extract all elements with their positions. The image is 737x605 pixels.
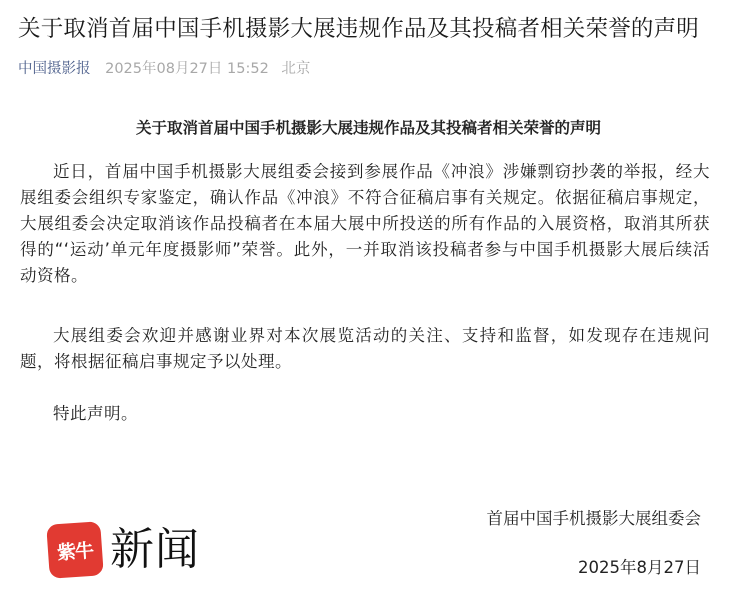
signature-date: 2025年8月27日 [578,558,701,577]
statement-title: 关于取消首届中国手机摄影大展违规作品及其投稿者相关荣誉的声明 [135,119,601,137]
logo-wordmark: 新闻 [110,524,200,575]
article-meta [18,58,310,80]
article-headline: 关于取消首届中国手机摄影大展违规作品及其投稿者相关荣誉的声明 [18,16,700,42]
ziniu-news-logo [48,523,200,577]
ziniu-badge-icon: 紫牛 [46,521,104,579]
article-source[interactable]: 中国摄影报 [18,61,91,77]
statement-closing: 特此声明。 [53,404,138,423]
statement-paragraph: 大展组委会欢迎并感谢业界对本次展览活动的关注、支持和监督，如发现存在违规问题，将根据征稿启事规定予以处理。 [20,326,710,371]
statement-paragraph: 近日，首届中国手机摄影大展组委会接到参展作品《冲浪》涉嫌剽窃抄袭的举报，经大展组委会组织专家鉴定，确认作品《冲浪》不符合征稿启事有关规定。依据征稿启事规定，大展组委会决定取消该作品投稿者在本届大展中所投送的所有作品的入展资格，取消其所获得的“‘运动’单元年度摄影师”荣誉。此外，一并取消该投稿者参与中国手机摄影大展后续活动资格。 [20,162,710,285]
article-datetime: 2025年08月27日 15:52 [105,61,269,77]
article-location: 北京 [281,61,311,77]
signature-organization: 首届中国手机摄影大展组委会 [486,509,701,528]
